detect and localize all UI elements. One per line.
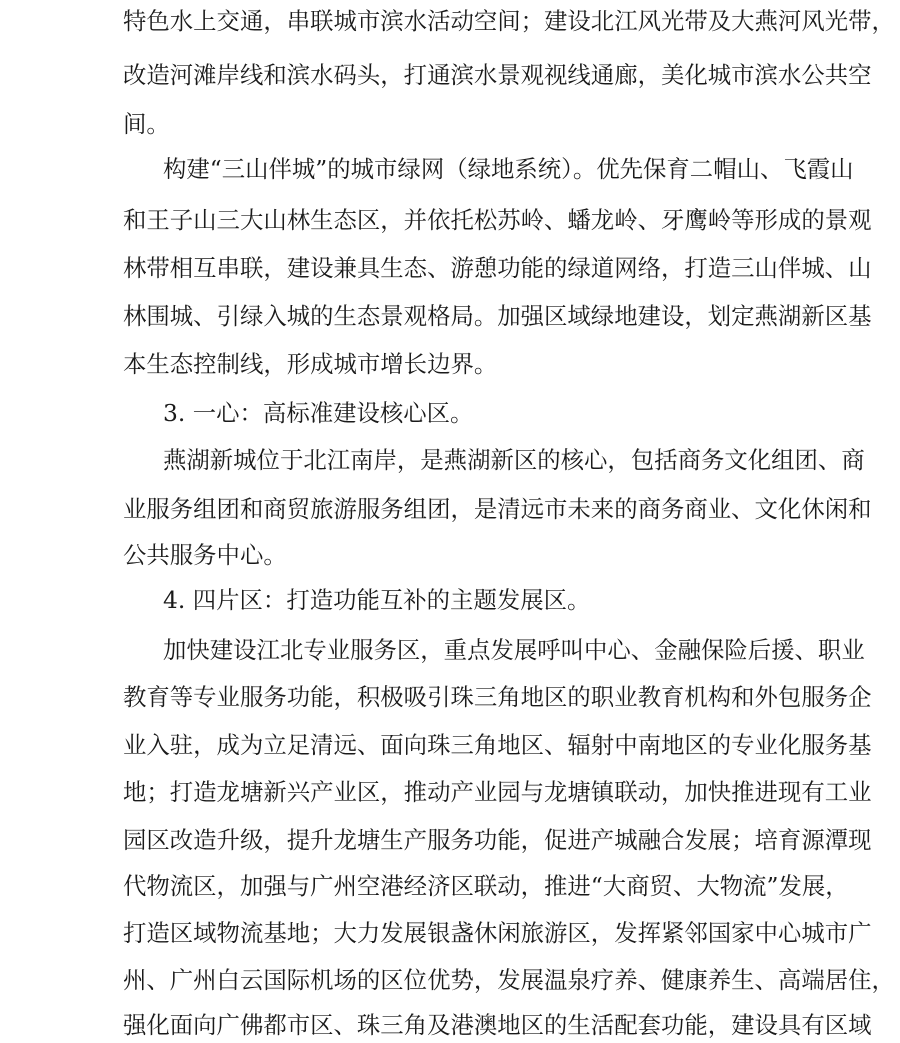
text-line: 本生态控制线，形成城市增长边界。 — [123, 350, 498, 378]
text-line: 公共服务中心。 — [123, 541, 287, 569]
text-line: 和王子山三大山林生态区，并依托松苏岭、蟠龙岭、牙鹰岭等形成的景观 — [123, 206, 872, 234]
section-heading: 3. 一心：高标准建设核心区。 — [163, 399, 474, 427]
text-line: 园区改造升级，提升龙塘生产服务功能，促进产城融合发展；培育源潭现 — [123, 826, 872, 854]
text-line: 林围城、引绿入城的生态景观格局。加强区域绿地建设，划定燕湖新区基 — [123, 302, 872, 330]
text-line: 业服务组团和商贸旅游服务组团，是清远市未来的商务商业、文化休闲和 — [123, 495, 872, 523]
text-line: 强化面向广佛都市区、珠三角及港澳地区的生活配套功能，建设具有区域 — [123, 1011, 872, 1039]
text-line: 州、广州白云国际机场的区位优势，发展温泉疗养、健康养生、高端居住， — [123, 966, 895, 994]
text-line: 间。 — [123, 110, 170, 138]
text-line: 打造区域物流基地；大力发展银盏休闲旅游区，发挥紧邻国家中心城市广 — [123, 919, 872, 947]
text-line: 地；打造龙塘新兴产业区，推动产业园与龙塘镇联动，加快推进现有工业 — [123, 778, 872, 806]
section-heading: 4. 四片区：打造功能互补的主题发展区。 — [163, 586, 591, 614]
text-line: 构建“三山伴城”的城市绿网（绿地系统）。优先保育二帽山、飞霞山 — [163, 155, 854, 183]
text-line: 加快建设江北专业服务区，重点发展呼叫中心、金融保险后援、职业 — [163, 636, 865, 664]
text-line: 改造河滩岸线和滨水码头，打通滨水景观视线通廊，美化城市滨水公共空 — [123, 61, 872, 89]
text-line: 燕湖新城位于北江南岸，是燕湖新区的核心，包括商务文化组团、商 — [163, 446, 865, 474]
text-line: 林带相互串联，建设兼具生态、游憩功能的绿道网络，打造三山伴城、山 — [123, 254, 872, 282]
text-line: 代物流区，加强与广州空港经济区联动，推进“大商贸、大物流”发展， — [123, 872, 849, 900]
text-line: 教育等专业服务功能，积极吸引珠三角地区的职业教育机构和外包服务企 — [123, 683, 872, 711]
text-line: 特色水上交通，串联城市滨水活动空间；建设北江风光带及大燕河风光带， — [123, 7, 895, 35]
text-line: 业入驻，成为立足清远、面向珠三角地区、辐射中南地区的专业化服务基 — [123, 731, 872, 759]
